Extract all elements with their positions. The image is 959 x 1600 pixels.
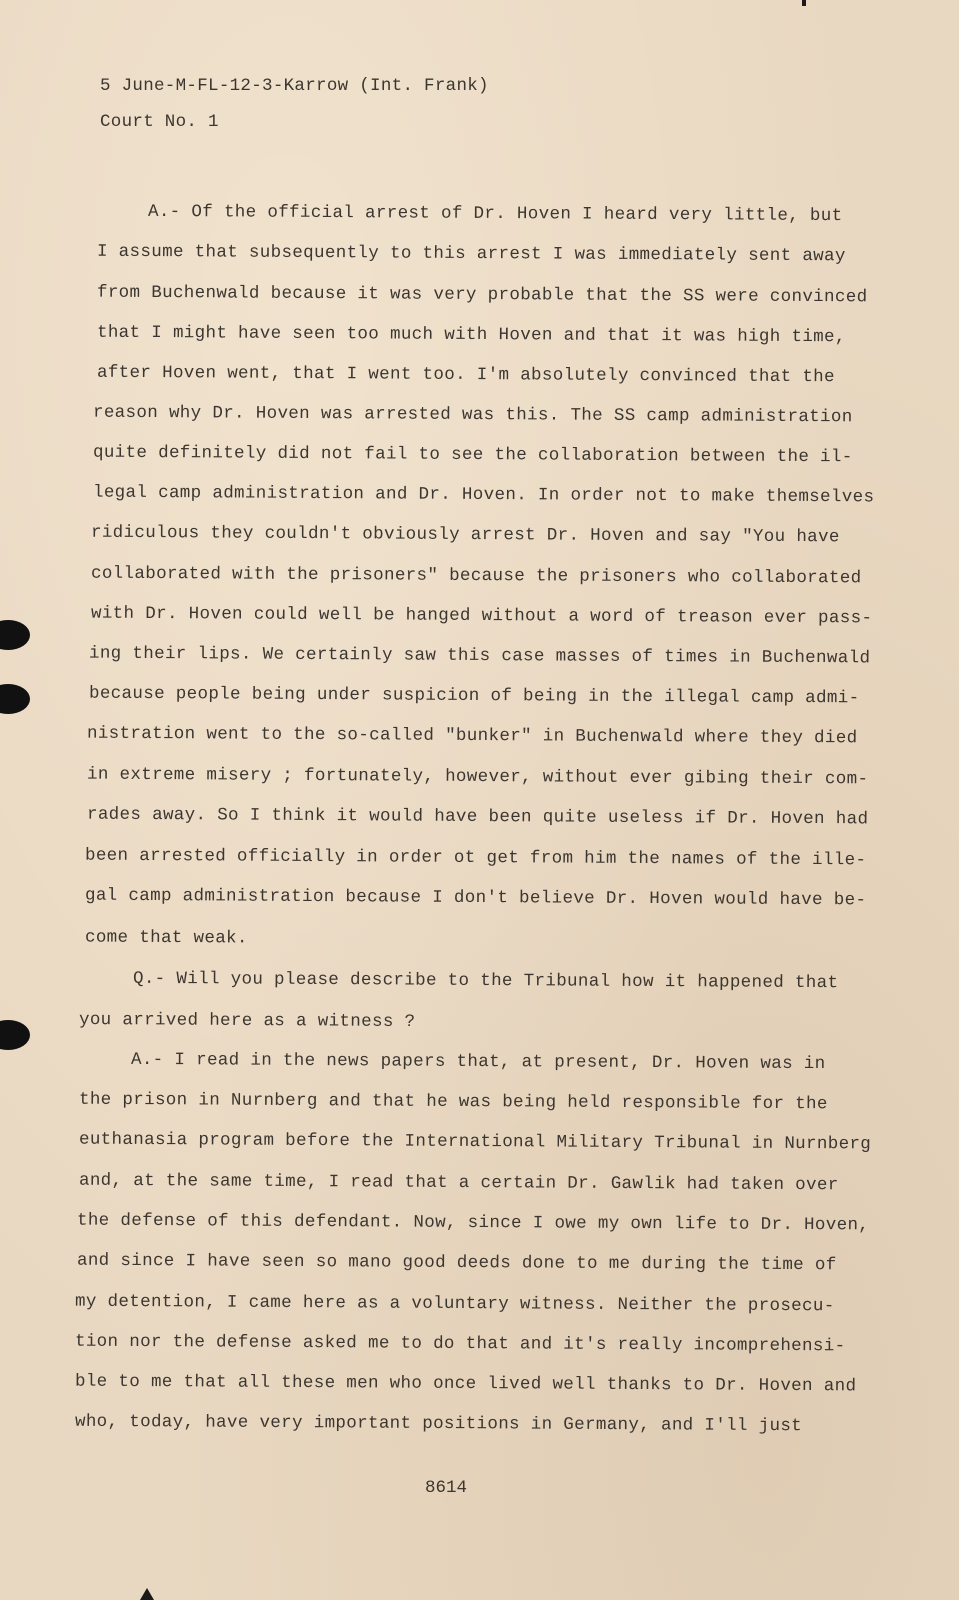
body-line: A.- Of the official arrest of Dr. Hoven I heard very little, but: [147, 201, 843, 227]
body-line: in extreme misery ; fortunately, however, without ever gibing their com-: [86, 764, 869, 790]
body-line: who, today, have very important positions in Germany, and I'll just: [74, 1411, 803, 1437]
body-line: you arrived here as a witness ?: [78, 1009, 416, 1033]
body-line: and, at the same time, I read that a certain Dr. Gawlik had taken over: [78, 1170, 839, 1196]
session-header: 5 June-M-FL-12-3-Karrow (Int. Frank): [100, 76, 489, 96]
body-line: euthanasia program before the International Military Tribunal in Nurnberg: [78, 1129, 872, 1155]
body-line: ridiculous they couldn't obviously arrest Dr. Hoven and say "You have: [90, 522, 840, 548]
body-line: nistration went to the so-called "bunker" in Buchenwald where they died: [86, 723, 858, 749]
body-line: tion nor the defense asked me to do that and it's really incomprehensi-: [74, 1331, 846, 1357]
body-line: my detention, I came here as a voluntary witness. Neither the prosecu-: [74, 1291, 835, 1317]
body-line: and since I have seen so mano good deeds done to me during the time of: [76, 1250, 837, 1276]
punch-hole: [0, 684, 30, 714]
body-line: A.- I read in the news papers that, at present, Dr. Hoven was in: [130, 1049, 826, 1075]
page-number: 8614: [425, 1478, 468, 1498]
body-line: with Dr. Hoven could well be hanged without a word of treason ever pass-: [90, 603, 873, 629]
body-line: collaborated with the prisoners" because the prisoners who collaborated: [90, 563, 862, 589]
body-line: Q.- Will you please describe to the Tribunal how it happened that: [132, 968, 839, 994]
body-line: legal camp administration and Dr. Hoven. In order not to make themselves: [92, 482, 875, 508]
body-line: because people being under suspicion of being in the illegal camp admi-: [88, 683, 860, 709]
body-line: reason why Dr. Hoven was arrested was this. The SS camp administration: [92, 402, 853, 428]
body-line: quite definitely did not fail to see the collaboration between the il-: [92, 442, 853, 468]
body-line: gal camp administration because I don't believe Dr. Hoven would have be-: [84, 885, 867, 911]
body-line: rades away. So I think it would have been quite useless if Dr. Hoven had: [86, 804, 869, 830]
body-line: the defense of this defendant. Now, since I owe my own life to Dr. Hoven,: [76, 1210, 870, 1236]
body-line: after Hoven went, that I went too. I'm absolutely convinced that the: [96, 362, 835, 388]
body-line: been arrested officially in order ot get from him the names of the ille-: [84, 845, 867, 871]
body-line: ble to me that all these men who once lived well thanks to Dr. Hoven and: [74, 1371, 857, 1397]
body-line: from Buchenwald because it was very probable that the SS were convinced: [96, 282, 868, 308]
punch-hole: [0, 1020, 30, 1050]
body-line: that I might have seen too much with Hoven and that it was high time,: [96, 322, 846, 348]
top-edge-mark: [802, 0, 806, 6]
punch-hole: [0, 620, 30, 650]
body-line: the prison in Nurnberg and that he was being held responsible for the: [78, 1089, 828, 1115]
bottom-edge-mark: [140, 1588, 154, 1600]
court-header: Court No. 1: [100, 112, 219, 132]
body-line: ing their lips. We certainly saw this case masses of times in Buchenwald: [88, 643, 871, 669]
body-line: come that weak.: [84, 927, 248, 949]
body-line: I assume that subsequently to this arrest I was immediately sent away: [96, 241, 846, 267]
